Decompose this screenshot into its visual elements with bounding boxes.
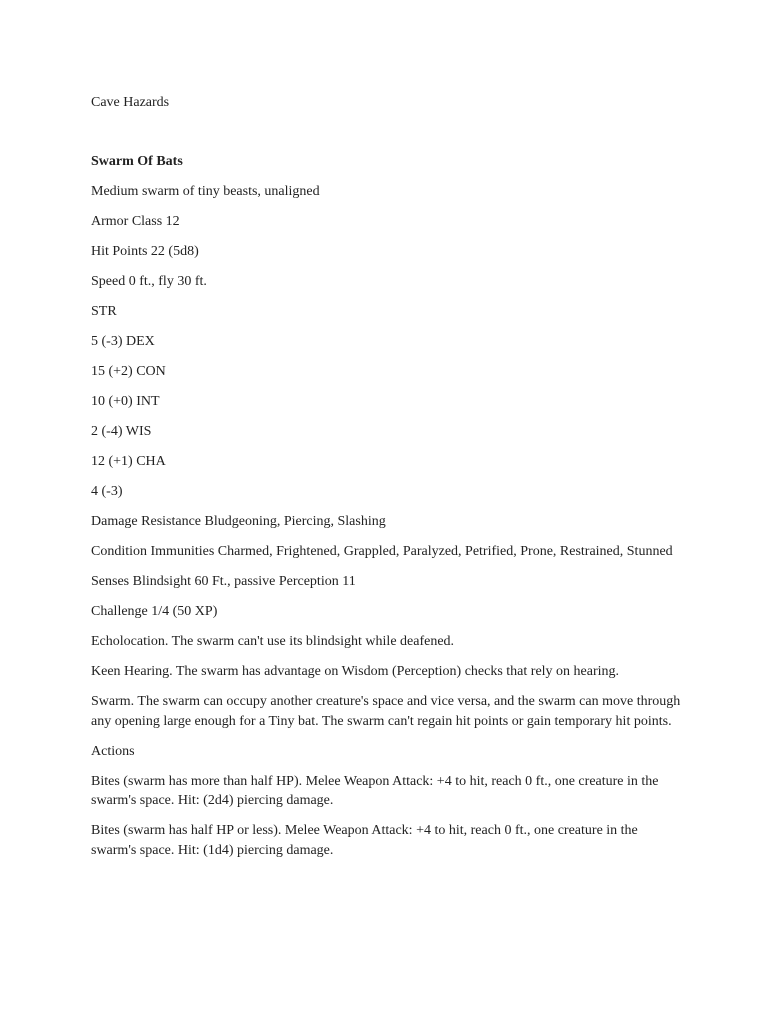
creature-type: Medium swarm of tiny beasts, unaligned [91,184,320,199]
trait-echolocation: Echolocation. The swarm can't use its blindsight while deafened. [91,634,455,649]
stat-block-title: Swarm Of Bats [91,154,183,169]
trait-swarm: Swarm. The swarm can occupy another creature's space and vice versa, and the swarm can move through any opening large enough for a Tiny bat. The swarm can't regain hit points or gain temporary hit points. [91,694,681,729]
ability-cha-value: 4 (-3) [91,484,123,499]
ability-con-int: 10 (+0) INT [91,394,160,409]
speed: Speed 0 ft., fly 30 ft. [91,274,207,289]
trait-keen-hearing: Keen Hearing. The swarm has advantage on Wisdom (Perception) checks that rely on hearing. [91,664,620,679]
section-heading: Cave Hazards [91,95,170,110]
action-bites-half-hp: Bites (swarm has half HP or less). Melee Weapon Attack: +4 to hit, reach 0 ft., one creature in the swarm's space. Hit: (1d4) piercing damage. [91,823,638,858]
ability-str-dex: 5 (-3) DEX [91,334,155,349]
ability-int-wis: 2 (-4) WIS [91,424,152,439]
condition-immunities: Condition Immunities Charmed, Frightened, Grappled, Paralyzed, Petrified, Prone, Restrained, Stunned [91,544,673,559]
ability-dex-con: 15 (+2) CON [91,364,166,379]
challenge: Challenge 1/4 (50 XP) [91,604,218,619]
armor-class: Armor Class 12 [91,214,180,229]
stat-block-body [91,182,681,871]
actions-heading: Actions [91,743,135,759]
ability-str-label: STR [91,304,117,319]
action-bites-full-hp: Bites (swarm has more than half HP). Melee Weapon Attack: +4 to hit, reach 0 ft., one creature in the swarm's space. Hit: (2d4) piercing damage. [91,773,659,808]
senses: Senses Blindsight 60 Ft., passive Perception 11 [91,574,356,589]
hit-points: Hit Points 22 (5d8) [91,244,199,259]
ability-wis-cha: 12 (+1) CHA [91,454,166,469]
damage-resistance: Damage Resistance Bludgeoning, Piercing, Slashing [91,514,386,529]
